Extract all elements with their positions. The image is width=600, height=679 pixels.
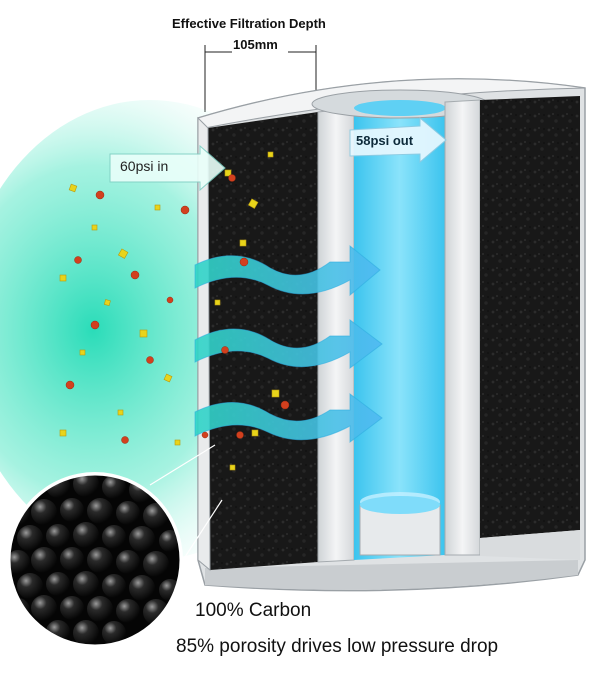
porosity-caption: 85% porosity drives low pressure drop <box>176 636 499 657</box>
filtration-depth-title: Effective Filtration Depth <box>172 16 326 31</box>
inlet-pressure-label: 60psi in <box>120 158 169 174</box>
carbon-block-right <box>480 96 580 538</box>
filtration-depth-value: 105mm <box>233 37 278 52</box>
outlet-pressure-label: 58psi out <box>356 133 414 148</box>
material-label: 100% Carbon <box>195 600 312 621</box>
core-wall-right <box>445 100 480 555</box>
core-wall-left <box>318 108 354 562</box>
